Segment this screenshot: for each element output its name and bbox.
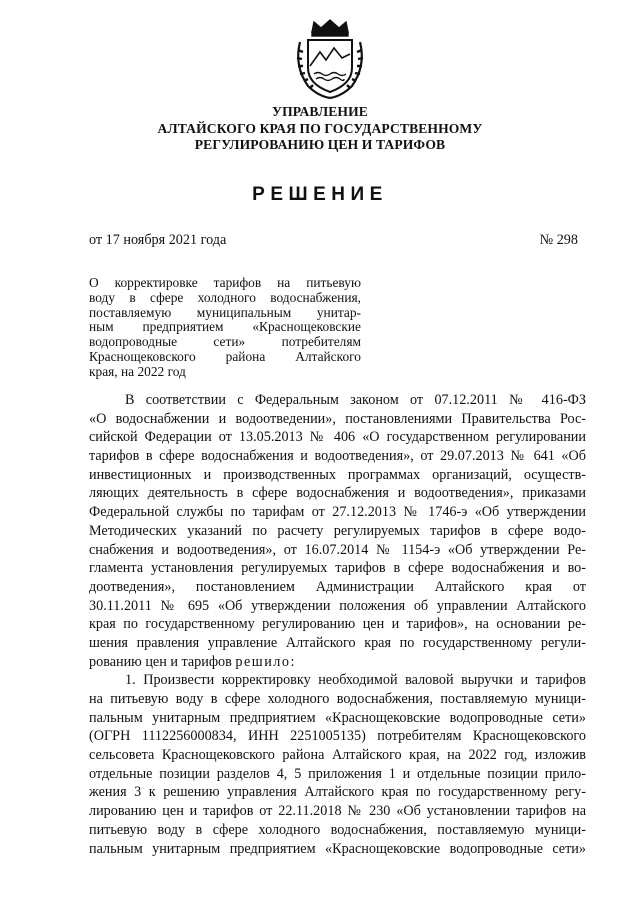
body-line: шения правления управление Алтайского края по государственному регули- <box>89 634 586 651</box>
body-line: инвестиционных и производственных программах организаций, осуществ- <box>89 466 586 483</box>
body-line: Методических указаний по расчету регулируемых тарифов в сфере водо- <box>89 522 586 539</box>
body-line: жения 3 к решению управления Алтайского края по государственному регу- <box>89 784 586 801</box>
coat-of-arms-icon <box>290 18 370 102</box>
body-line: на питьевую воду в сфере холодного водоснабжения, поставляемую муници- <box>89 691 586 707</box>
org-line-2: АЛТАЙСКОГО КРАЯ ПО ГОСУДАРСТВЕННОМУ <box>157 120 483 136</box>
body-line: (ОГРН 1112256000834, ИНН 2251005135) потребителям Краснощековского <box>89 728 586 745</box>
body-line: сийской Федерации от 13.05.2013 № 406 «О государственном регулировании <box>89 429 586 446</box>
body-line-text: рованию цен и тарифов <box>89 653 236 670</box>
subject-line: водопроводные сети» потребителям <box>89 334 361 350</box>
body-line: 1. Произвести корректировку необходимой валовой выручки и тарифов <box>125 672 586 689</box>
body-line: гламента установления регулируемых тарифов в сфере водоснабжения и во- <box>89 560 586 577</box>
body-line: ляющих деятельность в сфере водоснабжения и водоотведения», приказами <box>89 485 586 502</box>
subject-line: поставляемую муниципальным унитар- <box>89 304 361 320</box>
subject-line: Краснощековского района Алтайского <box>89 348 361 364</box>
body-line: края по государственному регулированию цен и тарифов», на основании ре- <box>89 616 586 633</box>
body-line: лированию цен и тарифов от 22.11.2018 № 230 «Об установлении тарифов на <box>89 803 586 820</box>
body-line: пальным унитарным предприятием «Краснощековские водопроводные сети» <box>89 840 586 857</box>
body-line: тарифов в сфере водоснабжения и водоотведения», от 29.07.2013 № 641 «Об <box>89 448 586 465</box>
document-number: № 298 <box>539 232 578 248</box>
org-line-3: РЕГУЛИРОВАНИЮ ЦЕН И ТАРИФОВ <box>194 137 446 152</box>
body-line: В соответствии с Федеральным законом от 07.12.2011 № 416-ФЗ <box>125 392 586 408</box>
body-line: снабжения и водоотведения», от 16.07.2014 № 1154-э «Об утверждении Ре- <box>89 541 586 558</box>
org-line-1: УПРАВЛЕНИЕ <box>272 104 368 119</box>
body-line: 30.11.2011 № 695 «Об утверждении положения об управлении Алтайского <box>89 597 586 614</box>
body-line-decided <box>89 653 586 672</box>
body-line: сельсовета Краснощековского района Алтайского края, на 2022 год, изложив <box>89 747 586 764</box>
subject-line: края, на 2022 год <box>89 363 186 379</box>
body-line: Федеральной службы по тарифам от 27.12.2013 № 1746-э «Об утверждении <box>89 504 586 521</box>
subject-line: воду в сфере холодного водоснабжения, <box>89 289 361 305</box>
issuing-authority <box>60 104 580 154</box>
decided-word: решило: <box>235 653 296 670</box>
document-type-title: РЕШЕНИЕ <box>252 184 388 205</box>
subject-line: О корректировке тарифов на питьевую <box>89 275 361 290</box>
document-date: от 17 ноября 2021 года <box>89 232 227 248</box>
body-line: «О водоснабжении и водоотведении», постановлениями Правительства Рос- <box>89 410 586 427</box>
document-body <box>89 391 586 858</box>
subject-line: ным предприятием «Краснощековские <box>89 319 361 335</box>
body-line: отдельные позиции разделов 4, 5 приложения 1 и отдельные позиции прило- <box>89 765 586 782</box>
body-line: питьевую воду в сфере холодного водоснабжения, поставляемую муници- <box>89 821 586 838</box>
document-subject <box>89 276 361 380</box>
body-line: пальным унитарным предприятием «Краснощековские водопроводные сети» <box>89 709 586 726</box>
body-line: доотведения», постановлением Администрации Алтайского края от <box>89 578 586 595</box>
